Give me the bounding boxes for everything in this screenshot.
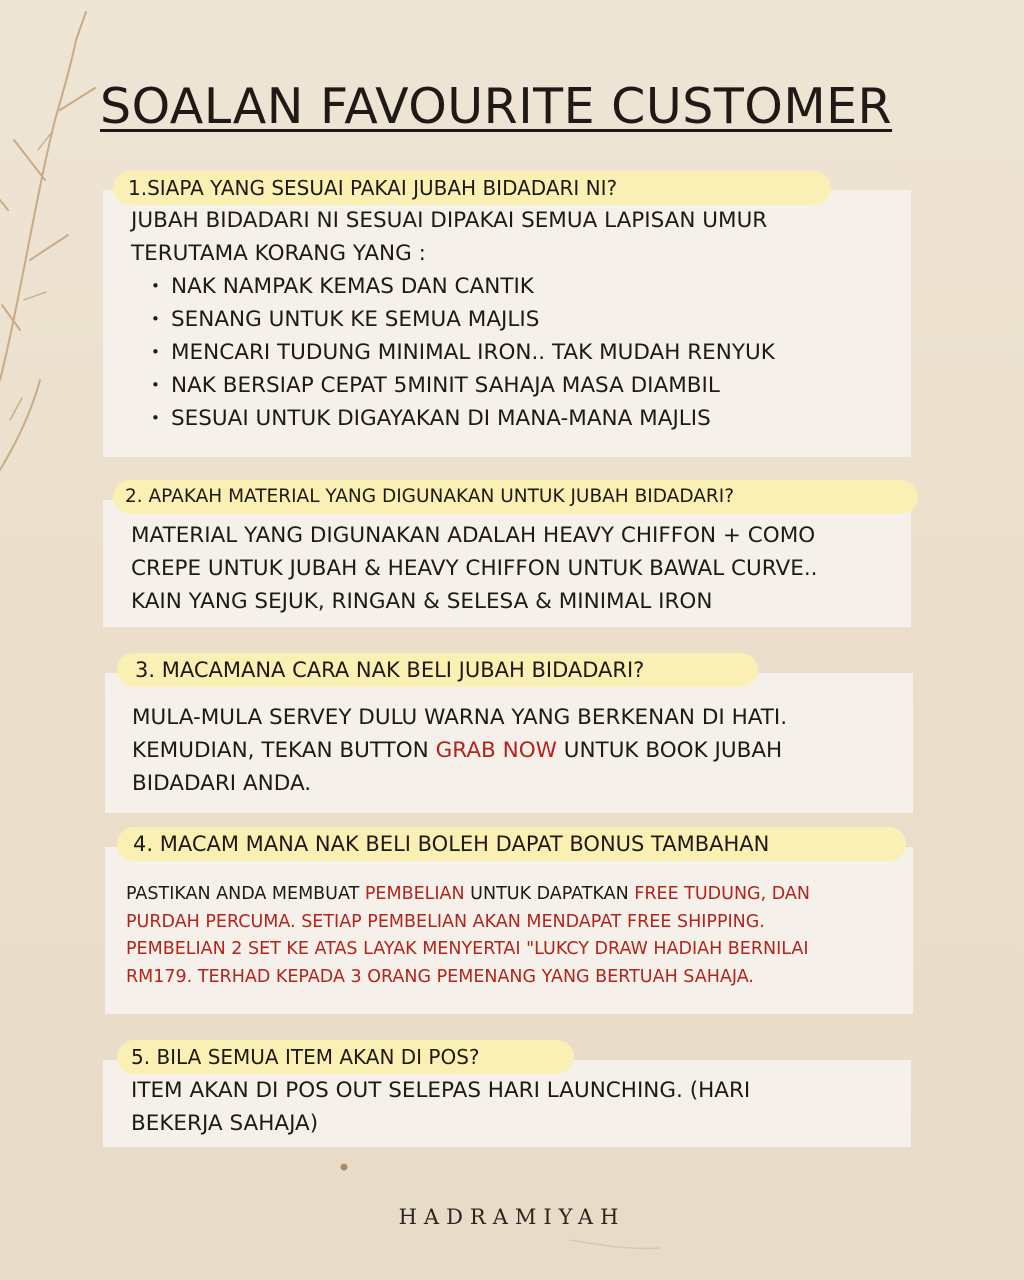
faq-answer-4: PASTIKAN ANDA MEMBUAT PEMBELIAN UNTUK DAPATKAN FREE TUDUNG, DAN PURDAH PERCUMA. SETIAP PEMBELIAN AKAN MENDAPAT FREE SHIPPING. PEMBELIAN 2 SET KE ATAS LAYAK MENYERTAI "LUKCY DRAW HADIAH BERNILAI RM179. TERHAD KEPADA 3 ORANG PEMENANG YANG BERTUAH SAHAJA.: [126, 884, 810, 987]
faq-question-4: 4. MACAM MANA NAK BELI BOLEH DAPAT BONUS TAMBAHAN: [117, 827, 906, 861]
faq-answer-5: ITEM AKAN DI POS OUT SELEPAS HARI LAUNCHING. (HARI BEKERJA SAHAJA): [131, 1078, 751, 1136]
list-item: • MENCARI TUDUNG MINIMAL IRON.. TAK MUDAH RENYUK: [151, 336, 775, 369]
page-title: SOALAN FAVOURITE CUSTOMER: [100, 78, 893, 135]
list-item: • SESUAI UNTUK DIGAYAKAN DI MANA-MANA MAJLIS: [151, 402, 775, 435]
faq-question-5: 5. BILA SEMUA ITEM AKAN DI POS?: [117, 1040, 574, 1074]
grab-now-highlight: GRAB NOW: [435, 738, 557, 763]
faq-question-2: 2. APAKAH MATERIAL YANG DIGUNAKAN UNTUK JUBAH BIDADARI?: [113, 480, 918, 514]
list-item: • NAK NAMPAK KEMAS DAN CANTIK: [151, 270, 775, 303]
faq-question-3: 3. MACAMANA CARA NAK BELI JUBAH BIDADARI?: [117, 653, 758, 687]
faq-answer-1: JUBAH BIDADARI NI SESUAI DIPAKAI SEMUA LAPISAN UMUR TERUTAMA KORANG YANG : • NAK NAMPAK KEMAS DAN CANTIK • SENANG UNTUK KE SEMUA MAJLIS • MENCARI TUDUNG MINIMAL IRON.. TAK MUDAH RENYUK • NAK BERSIAP CEPAT 5MINIT SAHAJA MASA DIAMBIL • SESUAI UNTUK DIGAYAKAN DI MANA-MANA MAJLIS: [131, 204, 775, 435]
faq-answer-3: MULA-MULA SERVEY DULU WARNA YANG BERKENAN DI HATI. KEMUDIAN, TEKAN BUTTON GRAB NOW UNTUK BOOK JUBAH BIDADARI ANDA.: [132, 705, 788, 796]
faq-question-1: 1.SIAPA YANG SESUAI PAKAI JUBAH BIDADARI NI?: [113, 171, 831, 205]
list-item: • SENANG UNTUK KE SEMUA MAJLIS: [151, 303, 775, 336]
faq-answer-2: MATERIAL YANG DIGUNAKAN ADALAH HEAVY CHIFFON + COMO CREPE UNTUK JUBAH & HEAVY CHIFFON UNTUK BAWAL CURVE.. KAIN YANG SEJUK, RINGAN & SELESA & MINIMAL IRON: [131, 523, 818, 614]
brand-name: HADRAMIYAH: [398, 1205, 626, 1229]
list-item: • NAK BERSIAP CEPAT 5MINIT SAHAJA MASA DIAMBIL: [151, 369, 775, 402]
faq-bullet-list: [151, 270, 775, 435]
